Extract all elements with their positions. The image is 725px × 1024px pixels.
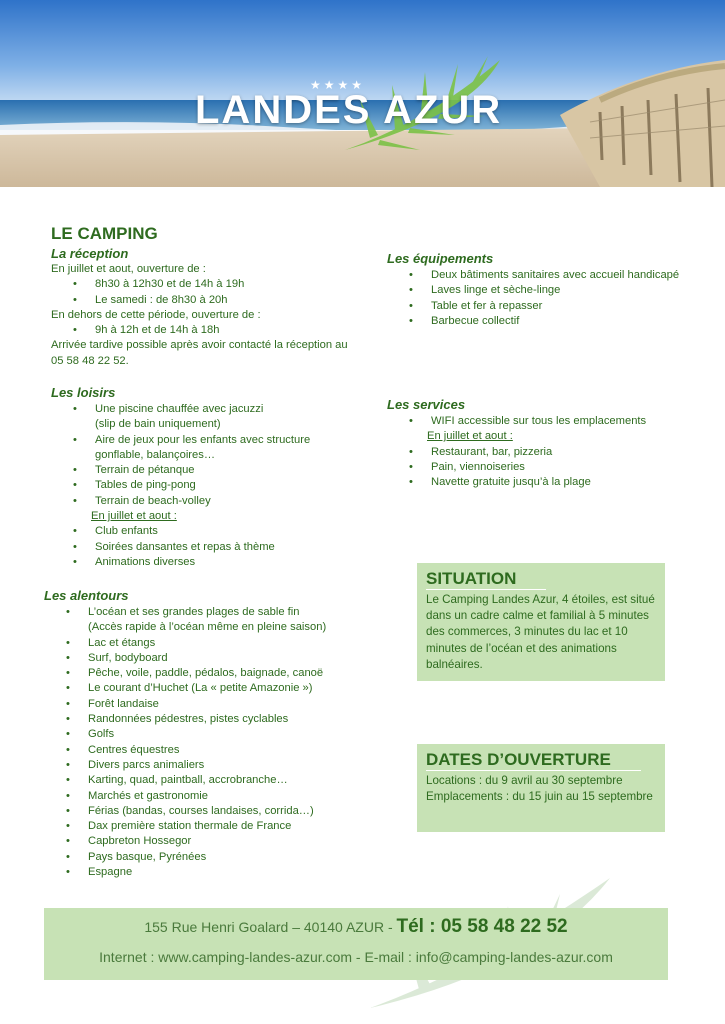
list-item: • Une piscine chauffée avec jacuzzi [51, 402, 371, 417]
list-item: • Le courant d’Huchet (La « petite Amazonie ») [44, 681, 374, 696]
list-item: • Pêche, voile, paddle, pédalos, baignade, canoë [44, 666, 374, 681]
list-item: • Férias (bandas, courses landaises, corrida…) [44, 804, 374, 819]
list-item: • Divers parcs animaliers [44, 758, 374, 773]
list-item: • L’océan et ses grandes plages de sable fin [44, 605, 374, 620]
list-item: • Golfs [44, 727, 374, 742]
list-item: • Espagne [44, 865, 374, 880]
reception-off-season: En dehors de cette période, ouverture de : [51, 308, 261, 321]
footer-address-line [44, 916, 668, 938]
list-item: • Marchés et gastronomie [44, 789, 374, 804]
list-item: • Table et fer à repasser [387, 299, 707, 314]
reception-title: La réception [51, 246, 129, 261]
situation-box [417, 563, 665, 681]
footer-web-email[interactable]: Internet : www.camping-landes-azur.com - E-mail : info@camping-landes-azur.com [99, 949, 613, 965]
list-item: • Pays basque, Pyrénées [44, 850, 374, 865]
opening-pitches: Emplacements : du 15 juin au 15 septembre [426, 790, 653, 804]
list-item: • Restaurant, bar, pizzeria [387, 445, 707, 460]
list-item: • Centres équestres [44, 743, 374, 758]
list-item-continued: (slip de bain uniquement) [95, 418, 221, 431]
footer-phone[interactable]: Tél : 05 58 48 22 52 [396, 916, 568, 937]
list-item: • Tables de ping-pong [51, 478, 371, 493]
equipment-section [387, 268, 707, 329]
footer-contact [44, 908, 668, 980]
rating-stars: ★★★★ [310, 78, 366, 92]
opening-title: DATES D’OUVERTURE [426, 750, 641, 771]
list-item: • Laves linge et sèche-linge [387, 283, 707, 298]
surroundings-list [44, 605, 374, 880]
list-item: • Club enfants [51, 524, 371, 539]
header-banner [0, 0, 725, 187]
services-summer-label: En juillet et aout : [427, 430, 513, 443]
situation-text: Le Camping Landes Azur, 4 étoiles, est situé dans un cadre calme et familial à 5 minutes des commerces, 3 minutes du lac et 10 minutes de l’océan et des animations balnéaires. [426, 593, 655, 671]
list-item: • Pain, viennoiseries [387, 460, 707, 475]
late-arrival: Arrivée tardive possible après avoir contacté la réception au [51, 339, 348, 352]
list-item: • WIFI accessible sur tous les emplacements [387, 414, 707, 429]
leisure-summer-label: En juillet et aout : [91, 510, 177, 523]
reception-intro: En juillet et aout, ouverture de : [51, 263, 206, 275]
list-item: • 9h à 12h et de 14h à 18h [51, 323, 371, 338]
opening-rentals: Locations : du 9 avril au 30 septembre [426, 774, 623, 787]
services-title: Les services [387, 397, 466, 412]
logo: LANDES AZUR [195, 88, 503, 132]
list-item: • Karting, quad, paintball, accrobranche… [44, 773, 374, 788]
list-item: • Terrain de beach-volley [51, 494, 371, 509]
surroundings-title: Les alentours [44, 588, 129, 603]
reception-section [51, 262, 371, 369]
surroundings-section [44, 605, 374, 880]
list-item: • Deux bâtiments sanitaires avec accueil handicapé [387, 268, 707, 283]
opening-text [426, 773, 662, 805]
services-section [387, 414, 707, 490]
list-item: • Terrain de pétanque [51, 463, 371, 478]
list-item: • Soirées dansantes et repas à thème [51, 540, 371, 555]
list-item-continued: (Accès rapide à l’océan même en pleine saison) [88, 621, 327, 634]
footer-address: 155 Rue Henri Goalard – 40140 AZUR - [144, 919, 397, 935]
list-item: • Randonnées pédestres, pistes cyclables [44, 712, 374, 727]
list-item: • Aire de jeux pour les enfants avec structure [51, 433, 371, 448]
situation-title: SITUATION [426, 569, 546, 590]
camping-title: LE CAMPING [51, 224, 158, 243]
list-item: • Animations diverses [51, 555, 371, 570]
list-item: • Navette gratuite jusqu’à la plage [387, 475, 707, 490]
list-item: • Dax première station thermale de France [44, 819, 374, 834]
equipment-title: Les équipements [387, 251, 494, 266]
list-item-continued: gonflable, balançoires… [95, 448, 216, 461]
list-item: • 8h30 à 12h30 et de 14h à 19h [51, 277, 371, 292]
list-item: • Surf, bodyboard [44, 651, 374, 666]
opening-box [417, 744, 665, 832]
leisure-section [51, 402, 371, 570]
leisure-title: Les loisirs [51, 385, 116, 400]
list-item: • Capbreton Hossegor [44, 834, 374, 849]
list-item: • Le samedi : de 8h30 à 20h [51, 293, 371, 308]
list-item: • Lac et étangs [44, 636, 374, 651]
list-item: • Forêt landaise [44, 697, 374, 712]
list-item: • Barbecue collectif [387, 314, 707, 329]
reception-phone: 05 58 48 22 52. [51, 354, 129, 367]
